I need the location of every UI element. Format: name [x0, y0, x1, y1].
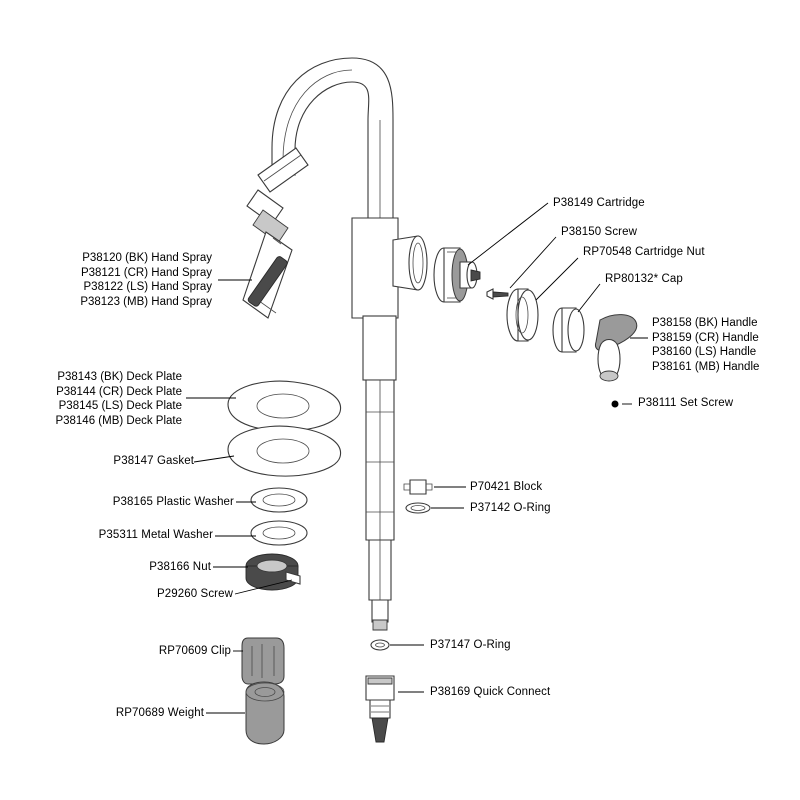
- label-screw-p38150: P38150 Screw: [561, 226, 637, 238]
- label-nut: P38166 Nut: [149, 561, 211, 573]
- label-cartridge-nut: RP70548 Cartridge Nut: [583, 246, 705, 258]
- handle-artwork: [595, 315, 636, 381]
- label-hand-spray-bk: P38120 (BK) Hand Spray: [82, 252, 212, 264]
- faucet-body-artwork: [243, 58, 427, 630]
- deck-plate-artwork: [228, 381, 341, 431]
- label-deck-plate: [0, 370, 182, 428]
- label-hand-spray: [22, 251, 212, 309]
- clip-artwork: [242, 638, 284, 684]
- o-ring-p37147-artwork: [371, 640, 389, 650]
- label-hand-spray-ls: P38122 (LS) Hand Spray: [83, 281, 212, 294]
- gasket-artwork: [228, 426, 341, 476]
- cartridge-nut-artwork: [507, 289, 538, 341]
- metal-washer-artwork: [251, 521, 307, 545]
- label-handle-cr: P38159 (CR) Handle: [652, 331, 759, 344]
- label-hand-spray-mb: P38123 (MB) Hand Spray: [80, 295, 212, 308]
- label-block: P70421 Block: [470, 481, 543, 493]
- screw-p38150-artwork: [487, 289, 508, 299]
- label-weight: RP70689 Weight: [115, 707, 204, 719]
- label-deck-plate-ls: P38145 (LS) Deck Plate: [58, 400, 182, 413]
- label-handle-bk: P38158 (BK) Handle: [652, 317, 758, 329]
- label-set-screw: P38111 Set Screw: [638, 397, 734, 409]
- cap-artwork: [553, 308, 584, 352]
- label-cartridge: P38149 Cartridge: [553, 197, 645, 209]
- label-hand-spray-cr: P38121 (CR) Hand Spray: [80, 266, 212, 279]
- label-gasket: P38147 Gasket: [113, 455, 194, 467]
- label-plastic-washer: P38165 Plastic Washer: [112, 496, 234, 508]
- o-ring-p37142-artwork: [406, 503, 430, 513]
- label-o-ring-p37147: P37147 O-Ring: [430, 639, 511, 651]
- label-handle-ls: P38160 (LS) Handle: [652, 346, 757, 359]
- label-deck-plate-cr: P38144 (CR) Deck Plate: [56, 385, 182, 398]
- block-artwork: [404, 480, 432, 494]
- label-deck-plate-mb: P38146 (MB) Deck Plate: [55, 414, 182, 427]
- label-metal-washer: P35311 Metal Washer: [98, 529, 213, 541]
- hand-spray-part: [243, 190, 292, 318]
- label-clip: RP70609 Clip: [158, 645, 231, 657]
- label-o-ring-p37142: P37142 O-Ring: [470, 502, 551, 514]
- label-screw-p29260: P29260 Screw: [157, 588, 233, 600]
- leader-lines: [186, 203, 648, 713]
- label-handle: [652, 316, 759, 374]
- label-deck-plate-bk: P38143 (BK) Deck Plate: [57, 371, 182, 383]
- label-cap: RP80132* Cap: [605, 273, 683, 285]
- plastic-washer-artwork: [251, 488, 307, 512]
- label-quick-connect: P38169 Quick Connect: [430, 686, 551, 698]
- weight-artwork: [246, 682, 284, 744]
- set-screw-artwork: [612, 401, 619, 408]
- label-handle-mb: P38161 (MB) Handle: [652, 360, 760, 373]
- quick-connect-artwork: [366, 676, 394, 742]
- nut-artwork: [246, 554, 300, 590]
